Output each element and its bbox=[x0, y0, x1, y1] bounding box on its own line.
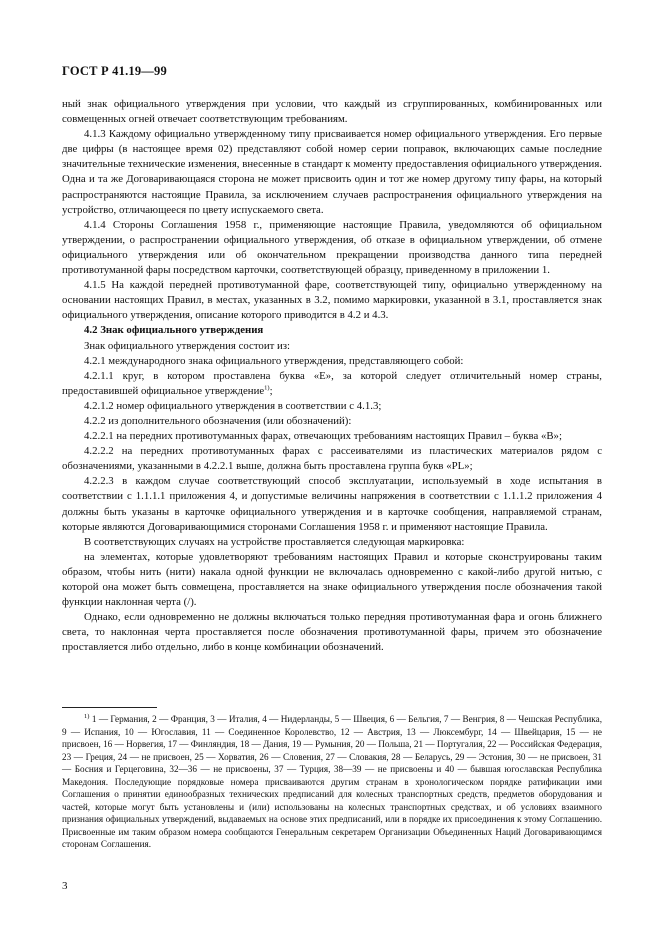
footnote-reference: 1) bbox=[264, 384, 270, 392]
document-header: ГОСТ Р 41.19—99 bbox=[62, 64, 167, 78]
footnote-divider bbox=[62, 707, 157, 708]
paragraph-4-1-5: 4.1.5 На каждой передней противотуманной фаре, соответствующей типу, официально утвержденному на основании настоящих Правил, в местах, указанных в 3.2, помимо маркировки, указанной в 3.1, проставляется знак официального утверждения, описание которого приводится в 4.2 и 4.3. bbox=[62, 279, 602, 322]
paragraph-4-1-4: 4.1.4 Стороны Соглашения 1958 г., применяющие настоящие Правила, уведомляются об официальном утверждении, о распространении официального утверждения, об отказе в официальном утверждении, об отмене официального утверждения или об окончательном прекращении производства данного типа передней противотуманной фары посредством карточки, соответствующей образцу, приведенному в приложении 1. bbox=[62, 218, 602, 277]
paragraph-4-2-2: 4.2.2 из дополнительного обозначения (или обозначений): bbox=[84, 414, 352, 427]
paragraph-4-2-2-2: 4.2.2.2 на передних противотуманных фарах с рассеивателями из пластических материалов рядом с обозначениями, указанными в 4.2.2.1 выше, должна быть проставлена группа букв «PL»; bbox=[62, 445, 602, 473]
paragraph-4-2-1-1-end: ; bbox=[269, 384, 273, 397]
paragraph-4-1-3: 4.1.3 Каждому официально утвержденному типу присваивается номер официального утверждения. Его первые две цифры (в настоящее время 02) представляют собой номер серии поправок, включающих самые последние значительные технические изменения, внесенные в стандарт к моменту предоставления официального утверждения. Одна и та же Договаривающаяся сторона не может присвоить один и тот же номер другому типу фары, на который распространяются настоящие Правила, за исключением случаев распространения официального утверждения на устройство, отличающееся по цвету испускаемого света. bbox=[62, 128, 602, 216]
paragraph-marking-however: Однако, если одновременно не должны включаться только передняя противотуманная фара и огонь ближнего света, то наклонная черта проставляется после обозначения противотуманной фары, причем это обозначение проставляется либо отдельно, либо в конце комбинации обозначений. bbox=[62, 611, 602, 654]
paragraph-4-2-2-1: 4.2.2.1 на передних противотуманных фарах, отвечающих требованиям настоящих Правил – буква «В»; bbox=[84, 430, 562, 443]
paragraph-mark-consists: Знак официального утверждения состоит из: bbox=[84, 339, 291, 352]
page-number: 3 bbox=[62, 880, 68, 892]
paragraph-marking-intro: В соответствующих случаях на устройстве проставляется следующая маркировка: bbox=[84, 535, 465, 548]
paragraph-marking-elements: на элементах, которые удовлетворяют требованиям настоящих Правил и которые сконструированы таким образом, чтобы нить (нити) накала одной функции не включалась одновременно с какой-либо другой нитью, с которой она может быть совмещена, проставляется на знаке официального утверждения после обозначения такой функции наклонная черта (/). bbox=[62, 550, 602, 609]
footnote-text: 1 — Германия, 2 — Франция, 3 — Италия, 4 — Нидерланды, 5 — Швеция, 6 — Бельгия, 7 — Венгрия, 8 — Чешская Республика, 9 — Испания, 10 — Югославия, 11 — Соединенное Королевство, 12 — Австрия, 13 — Люксембург, 14 — Швейцария, 15 — не присвоен, 16 — Норвегия, 17 — Финляндия, 18 — Дания, 19 — Румыния, 20 — Польша, 21 — Португалия, 22 — Российская Федерация, 23 — Греция, 24 — не присвоен, 25 — Хорватия, 26 — Словения, 27 — Словакия, 28 — Беларусь, 29 — Эстония, 30 — не присвоен, 31 — Босния и Герцеговина, 32—36 — не присвоены, 37 — Турция, 38—39 — не присвоены и 40 — бывшая югославская Республика Македония. Последующие порядковые номера присваиваются другим странам в хронологическом порядке ратификации ими Соглашения о принятии единообразных технических предписаний для колесных транспортных средств, предметов оборудования и частей, которые могут быть установлены и (или) использованы на колесных транспортных средствах, и об условиях взаимного признания официальных утверждений, выдаваемых на основе этих предписаний, или в порядке их присоединения к этому Соглашению. Присвоенные им таким образом номера сообщаются Генеральным секретарем Организации Объединенных Наций Договаривающимся сторонам Соглашения. bbox=[62, 714, 603, 850]
paragraph-4-2-1-2: 4.2.1.2 номер официального утверждения в соответствии с 4.1.3; bbox=[84, 399, 382, 412]
footnote-text-block bbox=[62, 713, 602, 851]
footnote-marker: 1) bbox=[84, 712, 90, 720]
footnote bbox=[62, 713, 602, 851]
section-heading-4-2: 4.2 Знак официального утверждения bbox=[84, 324, 264, 337]
paragraph-continuation: ный знак официального утверждения при условии, что каждый из сгруппированных, комбинированных или совмещенных огней отвечает соответствующим требованиям. bbox=[62, 98, 602, 126]
document-body bbox=[62, 97, 602, 655]
paragraph-4-2-2-3: 4.2.2.3 в каждом случае соответствующий способ эксплуатации, используемый в ходе испытания в соответствии с 1.1.1.1 приложения 4, и допустимые величины напряжения в соответствии с 1.1.1.2 приложения 4 должны быть указаны в карточке официального утверждения и в карточке сообщения, направляемой странам, которые являются Договаривающимися сторонами Соглашения 1958 г. и применяют настоящие Правила. bbox=[62, 475, 602, 533]
paragraph-4-2-1-1-text: 4.2.1.1 круг, в котором проставлена буква «Е», за которой следует отличительный номер страны, предоставившей официальное утверждение bbox=[62, 369, 602, 397]
paragraph-4-2-1: 4.2.1 международного знака официального утверждения, представляющего собой: bbox=[84, 354, 464, 367]
paragraph-4-2-1-1 bbox=[62, 369, 602, 399]
